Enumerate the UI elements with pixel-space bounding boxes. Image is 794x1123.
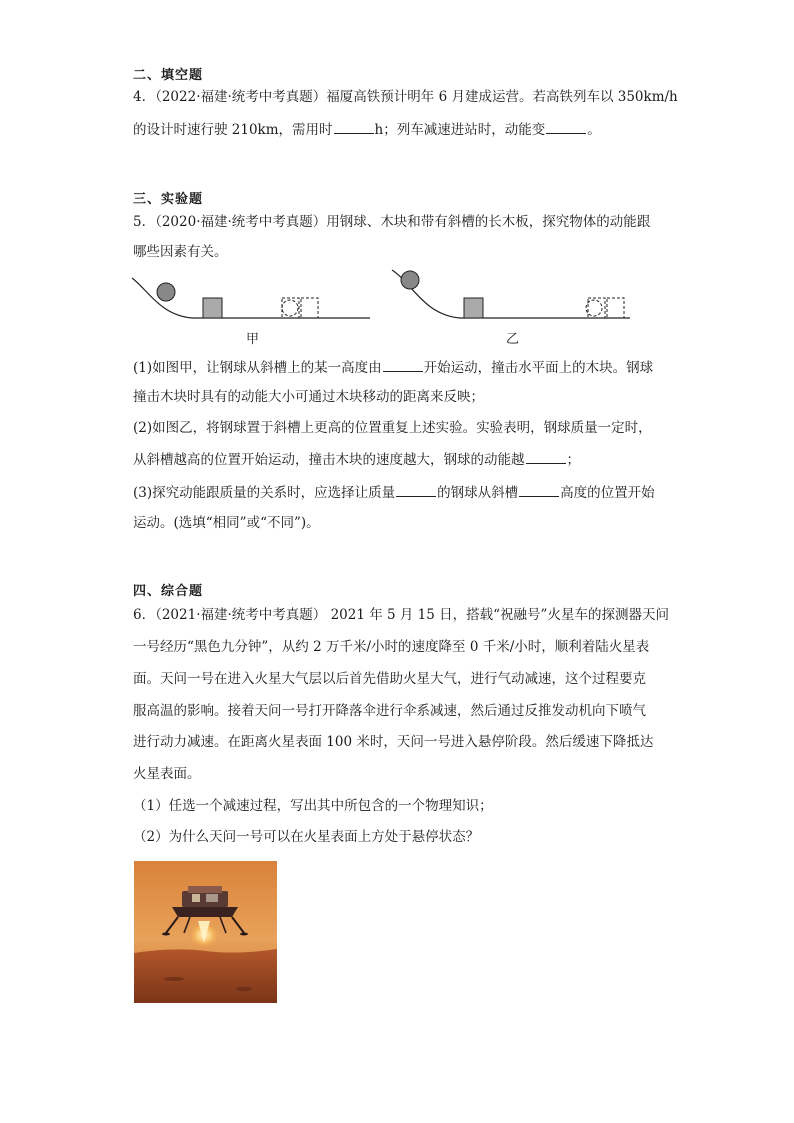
q4-line-1: 4．（2022·福建·统考中考真题）福厦高铁预计明年 6 月建成运营。若高铁列车以 350km/h [133, 89, 678, 105]
q5-line-1: 5．（2020·福建·统考中考真题）用钢球、木块和带有斜槽的长木板，探究物体的动能跟 [133, 214, 651, 230]
section-title-fill-blank: 二、填空题 [133, 68, 204, 83]
q5-p1-text-b: 开始运动，撞击水平面上的木块。钢球 [423, 360, 654, 376]
q5-line-2: 哪些因素有关。 [133, 244, 228, 260]
q5-part2-line-1: (2)如图乙，将钢球置于斜槽上更高的位置重复上述实验。实验表明，钢球质量一定时， [133, 420, 652, 436]
q5-part3-line-1 [133, 484, 655, 501]
moved-block-outline-a [282, 298, 299, 318]
q6-line-5: 进行动力减速。在距离火星表面 100 米时，天问一号进入悬停阶段。然后缓速下降抵达 [133, 734, 654, 750]
q6-subquestion-1: （1）任选一个减速过程，写出其中所包含的一个物理知识； [133, 798, 493, 814]
steel-ball-b [401, 271, 419, 289]
q4-blank-time[interactable] [334, 121, 374, 134]
q4-text-a: 的设计时速行驶 210km，需用时 [133, 122, 333, 138]
q5-part3-line-2: 运动。(选填“相同”或“不同”)。 [133, 515, 320, 531]
figure-b-ramp-diagram [390, 265, 635, 325]
q5-part2-line-2 [133, 451, 580, 468]
q6-line-2: 一号经历“黑色九分钟”，从约 2 万千米/小时的速度降至 0 千米/小时，顺利着陆火星表 [133, 639, 650, 655]
wooden-block-b [464, 298, 483, 318]
q5-p2-text-c: ； [566, 452, 580, 468]
moved-block-outline-a2 [301, 298, 318, 318]
mars-lander-photo [134, 861, 277, 1003]
q5-part1-line-1 [133, 359, 653, 376]
wooden-block-a [203, 298, 222, 318]
q4-blank-energy[interactable] [546, 121, 586, 134]
q5-p1-text-a: (1)如图甲，让钢球从斜槽上的某一高度由 [133, 360, 382, 376]
q4-line-2 [133, 121, 601, 138]
q6-subquestion-2: （2）为什么天问一号可以在火星表面上方处于悬停状态？ [133, 829, 480, 845]
q5-blank-rest[interactable] [383, 359, 423, 372]
section-title-experiment: 三、实验题 [133, 192, 204, 207]
moved-ball-outline-a [282, 300, 298, 316]
q5-p2-text-b: 从斜槽越高的位置开始运动，撞击木块的速度越大，钢球的动能越 [133, 452, 525, 468]
figure-a-label: 甲 [246, 332, 260, 347]
q6-line-3: 面。天问一号在进入火星大气层以后首先借助火星大气，进行气动减速，这个过程要克 [133, 671, 646, 687]
q6-line-1: 6．（2021·福建·统考中考真题） 2021 年 5 月 15 日，搭载“祝融号”火星车的探测器天问 [133, 607, 669, 623]
q4-text-b: h；列车减速进站时，动能变 [374, 122, 546, 138]
q5-p3-text-b: 的钢球从斜槽 [437, 485, 519, 501]
q5-blank-height[interactable] [519, 484, 559, 497]
mars-lander-illustration [134, 861, 277, 1003]
q6-line-4: 服高温的影响。接着天问一号打开降落伞进行伞系减速，然后通过反推发动机向下喷气 [133, 703, 646, 719]
section-title-comprehensive: 四、综合题 [133, 584, 204, 599]
moved-ball-outline-b [586, 300, 602, 316]
q5-part1-line-2: 撞击木块时具有的动能大小可通过木块移动的距离来反映； [133, 389, 484, 405]
q5-p3-text-a: (3)探究动能跟质量的关系时，应选择让质量 [133, 485, 396, 501]
q6-line-6: 火星表面。 [133, 766, 201, 782]
figure-a-ramp-diagram [130, 270, 375, 325]
q5-blank-energy[interactable] [526, 451, 566, 464]
q4-text-c: 。 [587, 122, 601, 138]
q5-p3-text-c: 高度的位置开始 [560, 485, 655, 501]
moved-block-outline-b2 [607, 298, 624, 318]
q5-blank-mass[interactable] [396, 484, 436, 497]
steel-ball-a [157, 283, 175, 301]
ramp-track-b [392, 270, 630, 318]
figure-b-label: 乙 [506, 332, 520, 347]
